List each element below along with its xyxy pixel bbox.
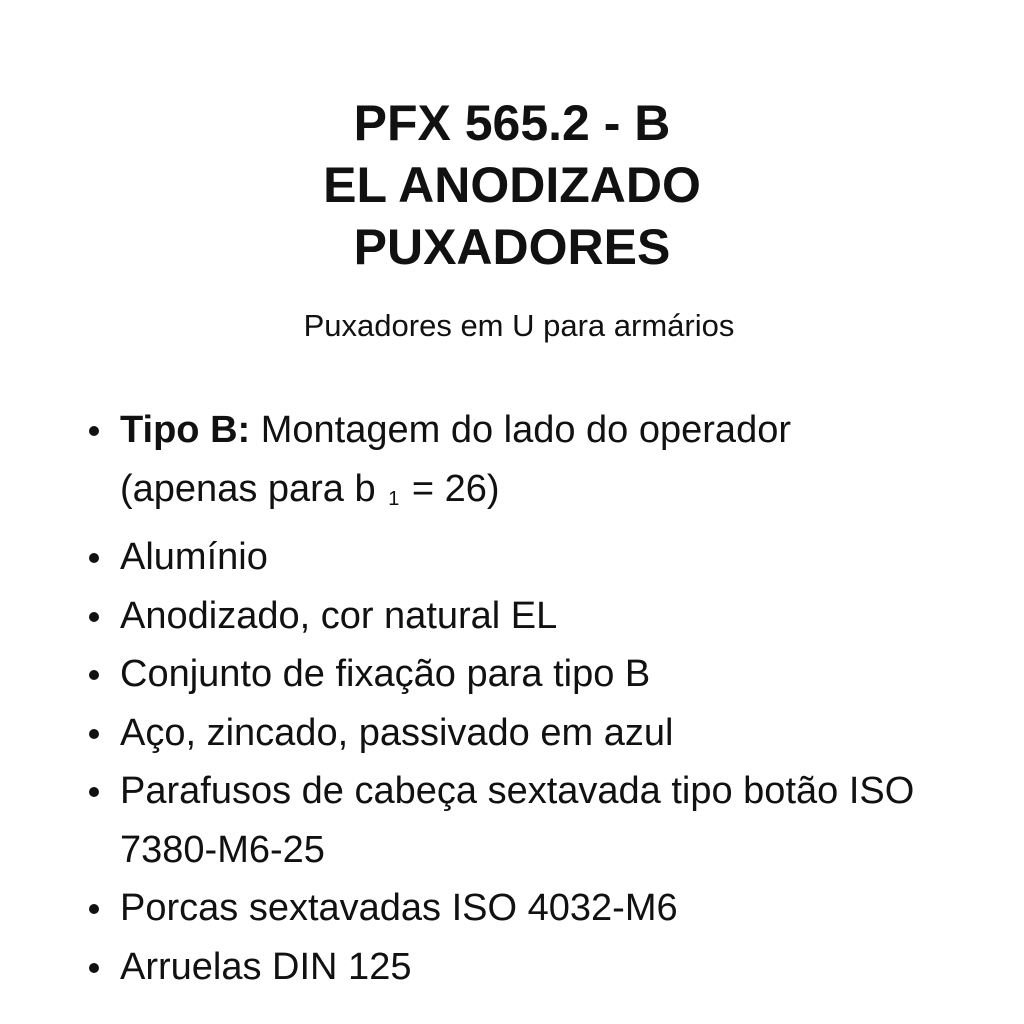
feature-item: Aço, zincado, passivado em azul — [88, 704, 988, 763]
product-category: PUXADORES — [353, 219, 671, 275]
type-b-label: Tipo B: — [120, 409, 251, 451]
feature-item: Conjunto de fixação para tipo B — [88, 645, 988, 704]
product-code: PFX 565.2 - B — [353, 95, 671, 151]
type-b-note-suffix: = 26) — [401, 467, 500, 510]
type-b-note-prefix: (apenas para b — [120, 467, 387, 510]
product-title — [0, 92, 1024, 278]
type-b-subscript: 1 — [388, 487, 400, 510]
product-finish: EL ANODIZADO — [323, 157, 701, 213]
feature-list — [88, 401, 988, 996]
feature-item-type-b — [88, 401, 988, 528]
feature-item: Arruelas DIN 125 — [88, 938, 988, 997]
feature-item: Porcas sextavadas ISO 4032-M6 — [88, 879, 988, 938]
feature-item: Parafusos de cabeça sextavada tipo botão ISO 7380-M6-25 — [88, 762, 988, 879]
product-subtitle: Puxadores em U para armários — [303, 308, 735, 343]
feature-item: Alumínio — [88, 528, 988, 587]
feature-item: Anodizado, cor natural EL — [88, 587, 988, 646]
type-b-text: Montagem do lado do operador — [250, 409, 791, 451]
